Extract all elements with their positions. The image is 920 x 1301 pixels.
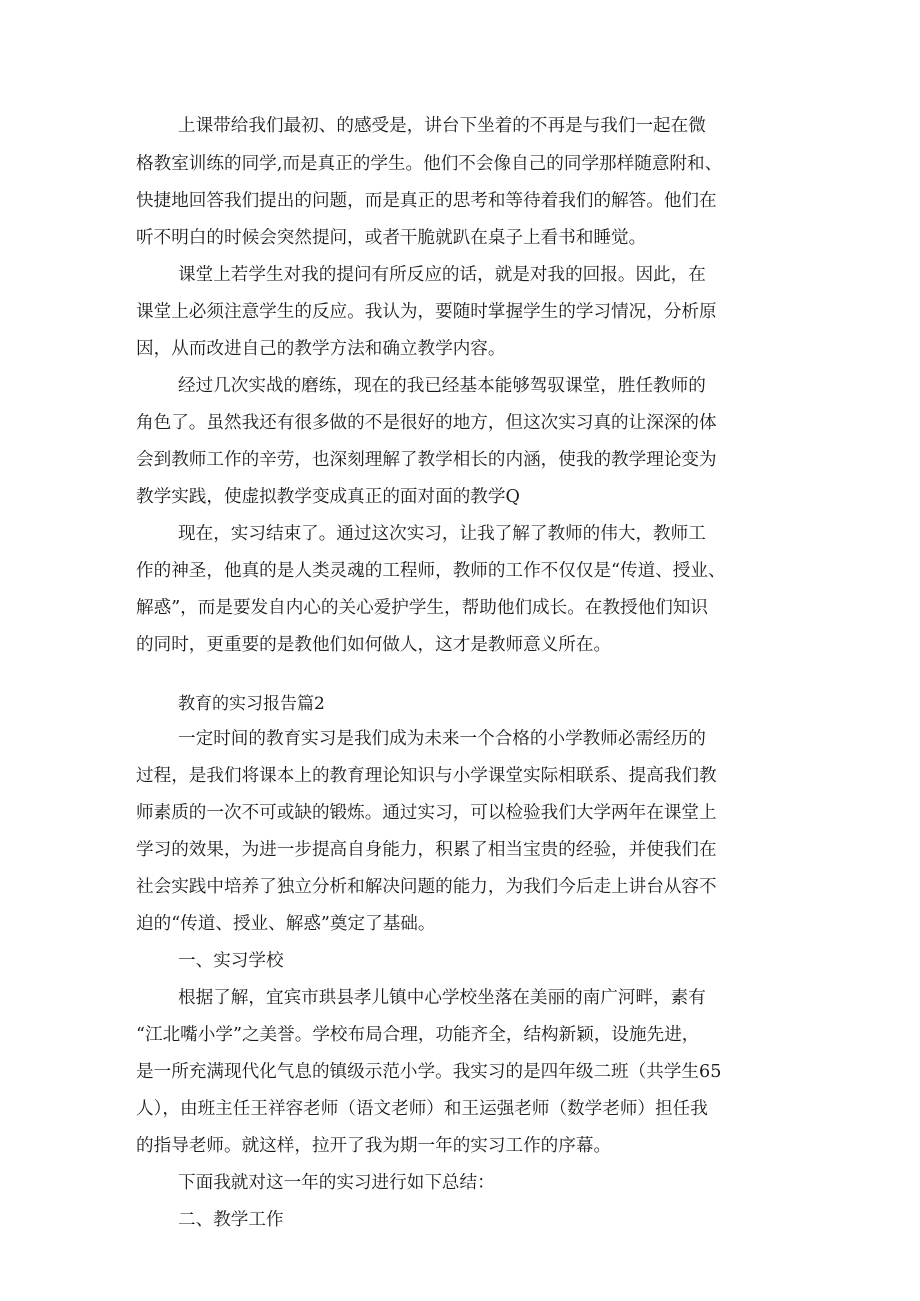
- text-line: 快捷地回答我们提出的问题，而是真正的思考和等待着我们的解答。他们在: [136, 191, 717, 211]
- text-line: 根据了解，宜宾市珙县孝儿镇中心学校坐落在美丽的南广河畔，素有: [178, 988, 706, 1008]
- text-line: 师素质的一次不可或缺的锻炼。通过实习，可以检验我们大学两年在课堂上: [136, 803, 717, 823]
- text-line: 会到教师工作的辛劳，也深刻理解了教学相长的内涵，使我的教学理论变为: [136, 450, 717, 470]
- text-line: 下面我就对这一年的实习进行如下总结：: [178, 1173, 495, 1193]
- text-line: 课堂上若学生对我的提问有所反应的话，就是对我的回报。因此，在: [178, 265, 706, 285]
- text-line: 解惑”，而是要发自内心的关心爱护学生，帮助他们成长。在教授他们知识: [136, 598, 708, 618]
- text-line: 的指导老师。就这样，拉开了我为期一年的实习工作的序幕。: [136, 1136, 612, 1156]
- subsection-heading: 二、教学工作: [178, 1210, 284, 1230]
- text-line: 教学实践，使虚拟教学变成真正的面对面的教学Q: [136, 487, 520, 507]
- text-line: 是一所充满现代化气息的镇级示范小学。我实习的是四年级二班（共学生65: [136, 1062, 722, 1082]
- text-line: 上课带给我们最初、的感受是，讲台下坐着的不再是与我们一起在微: [178, 116, 706, 136]
- text-line: 作的神圣，他真的是人类灵魂的工程师，教师的工作不仅仅是“传道、授业、: [136, 561, 726, 581]
- text-line: 听不明白的时候会突然提问，或者干脆就趴在桌子上看书和睡觉。: [136, 228, 647, 248]
- text-line: 过程，是我们将课本上的教育理论知识与小学课堂实际相联系、提高我们教: [136, 766, 717, 786]
- text-line: 角色了。虽然我还有很多做的不是很好的地方，但这次实习真的让深深的体: [136, 413, 717, 433]
- text-line: 迫的“传道、授业、解惑”奠定了基础。: [136, 914, 436, 934]
- text-line: 人），由班主任王祥容老师（语文老师）和王运强老师（数学老师）担任我: [136, 1099, 708, 1119]
- section-heading: 教育的实习报告篇2: [178, 694, 325, 714]
- text-line: 社会实践中培养了独立分析和解决问题的能力，为我们今后走上讲台从容不: [136, 877, 717, 897]
- text-line: 现在，实习结束了。通过这次实习，让我了解了教师的伟大，教师工: [178, 524, 706, 544]
- text-line: 因，从而改进自己的教学方法和确立教学内容。: [136, 339, 506, 359]
- text-line: “江北嘴小学”之美誉。学校布局合理，功能齐全，结构新颖，设施先进，: [136, 1025, 700, 1045]
- subsection-heading: 一、实习学校: [178, 951, 284, 971]
- text-line: 经过几次实战的磨练，现在的我已经基本能够驾驭课堂，胜任教师的: [178, 376, 706, 396]
- text-line: 课堂上必须注意学生的反应。我认为，要随时掌握学生的学习情况，分析原: [136, 302, 717, 322]
- text-line: 的同时，更重要的是教他们如何做人，这才是教师意义所在。: [136, 635, 612, 655]
- text-line: 学习的效果，为进一步提高自身能力，积累了相当宝贵的经验，并使我们在: [136, 840, 717, 860]
- text-line: 格教室训练的同学,而是真正的学生。他们不会像自己的同学那样随意附和、: [136, 154, 723, 174]
- text-line: 一定时间的教育实习是我们成为未来一个合格的小学教师必需经历的: [178, 729, 706, 749]
